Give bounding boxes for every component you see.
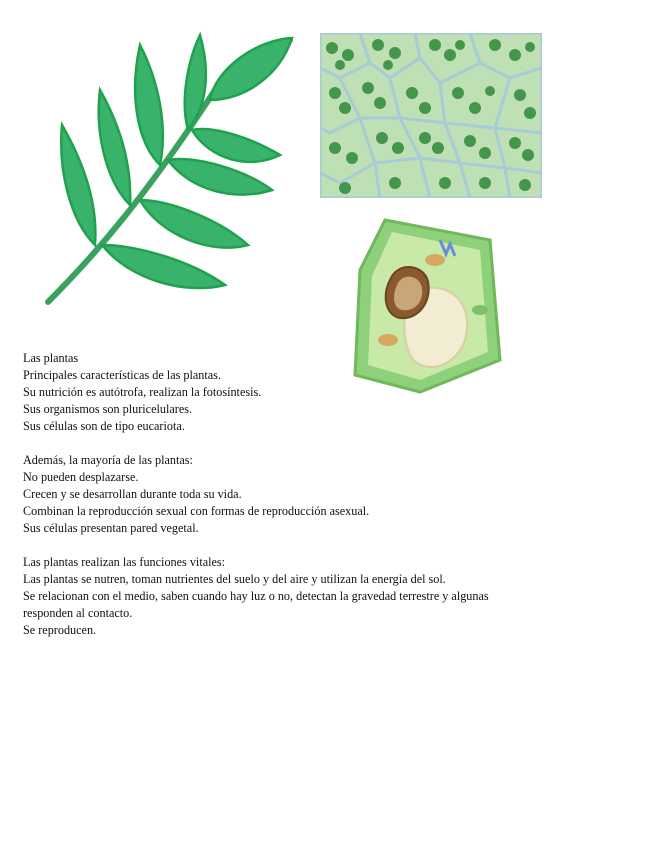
text-line: responden al contacto. <box>23 606 133 620</box>
section-intro: Las plantas realizan las funciones vitales: <box>23 555 226 569</box>
text-line: Combinan la reproducción sexual con formas de reproducción asexual. <box>23 504 370 518</box>
text-line: Sus organismos son pluricelulares. <box>23 402 193 416</box>
leaflet <box>192 129 280 162</box>
leaflet <box>185 35 206 130</box>
leaflet <box>140 200 248 248</box>
section-intro: Además, la mayoría de las plantas: <box>23 453 193 467</box>
text-line: Sus células son de tipo eucariota. <box>23 419 185 433</box>
leaflet <box>135 45 163 165</box>
leaflet <box>210 38 292 100</box>
text-line: Crecen y se desarrollan durante toda su vida. <box>23 487 242 501</box>
text-line: Las plantas se nutren, toman nutrientes del suelo y del aire y utilizan la energía del sol. <box>23 572 446 586</box>
plant-cell-micrograph <box>320 33 542 198</box>
leaflet <box>99 90 130 205</box>
text-line: Se relacionan con el medio, saben cuando hay luz o no, detectan la gravedad terrestre y algunas <box>23 589 489 603</box>
leaflet <box>102 245 225 288</box>
text-line: Su nutrición es autótrofa, realizan la fotosíntesis. <box>23 385 262 399</box>
document-text <box>23 350 623 639</box>
text-line: Principales características de las plantas. <box>23 368 221 382</box>
text-line: Se reproducen. <box>23 623 97 637</box>
leaf-branch-illustration <box>40 30 300 310</box>
leaflet <box>61 125 95 245</box>
text-line: No pueden desplazarse. <box>23 470 139 484</box>
leaflet <box>168 159 272 195</box>
document-title: Las plantas <box>23 351 79 365</box>
text-line: Sus células presentan pared vegetal. <box>23 521 199 535</box>
